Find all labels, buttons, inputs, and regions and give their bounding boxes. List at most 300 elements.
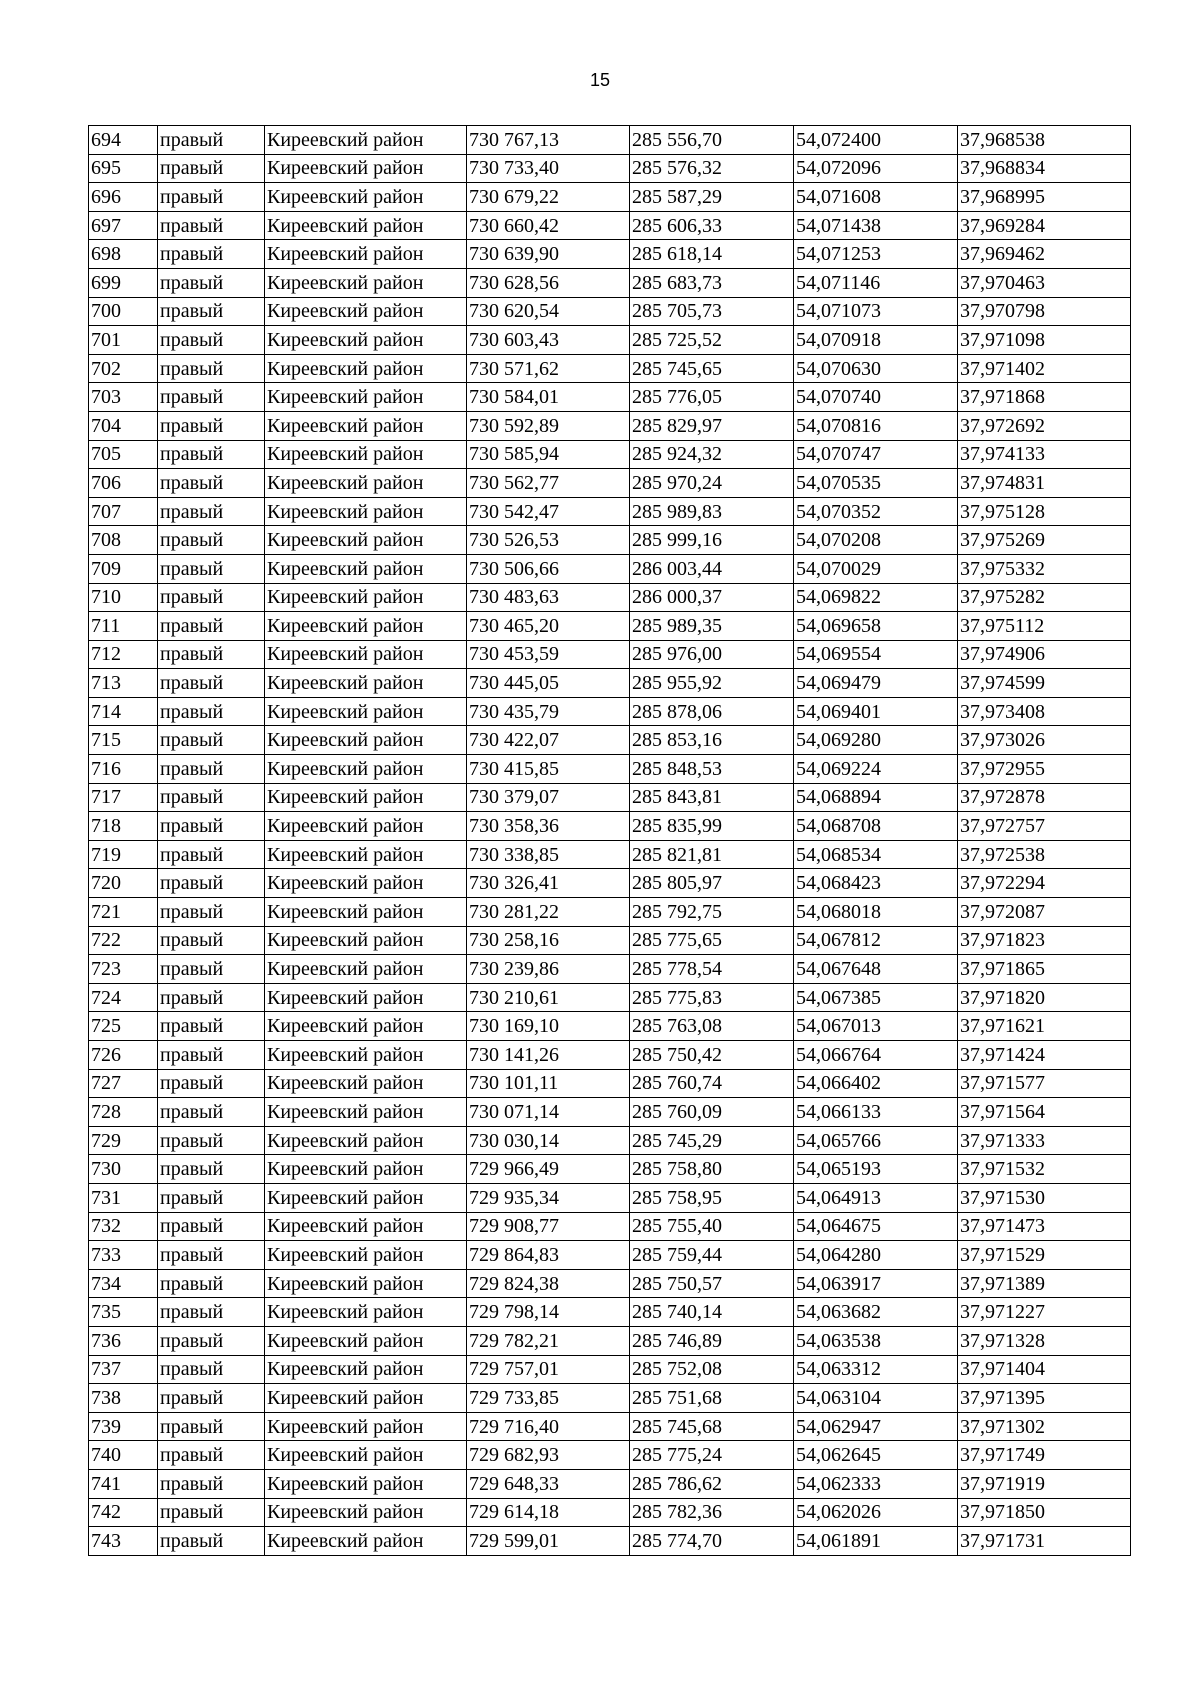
latitude-cell: 54,069658	[794, 612, 958, 641]
longitude-cell: 37,970798	[958, 297, 1131, 326]
coord-x-cell: 730 258,16	[467, 926, 630, 955]
coord-y-cell: 285 976,00	[630, 640, 794, 669]
latitude-cell: 54,070747	[794, 440, 958, 469]
longitude-cell: 37,968538	[958, 126, 1131, 155]
longitude-cell: 37,971227	[958, 1298, 1131, 1327]
district-cell: Киреевский район	[265, 983, 467, 1012]
table-row	[89, 297, 1131, 326]
latitude-cell: 54,068894	[794, 783, 958, 812]
coord-y-cell: 285 792,75	[630, 898, 794, 927]
bank-side-cell: правый	[158, 1126, 265, 1155]
latitude-cell: 54,070208	[794, 526, 958, 555]
bank-side-cell: правый	[158, 1069, 265, 1098]
district-cell: Киреевский район	[265, 526, 467, 555]
bank-side-cell: правый	[158, 469, 265, 498]
longitude-cell: 37,972087	[958, 898, 1131, 927]
coord-x-cell: 730 526,53	[467, 526, 630, 555]
latitude-cell: 54,066764	[794, 1041, 958, 1070]
district-cell: Киреевский район	[265, 1384, 467, 1413]
table-row	[89, 898, 1131, 927]
coord-x-cell: 730 660,42	[467, 211, 630, 240]
point-number-cell: 722	[89, 926, 158, 955]
district-cell: Киреевский район	[265, 383, 467, 412]
coord-x-cell: 730 584,01	[467, 383, 630, 412]
table-row	[89, 1527, 1131, 1556]
table-row	[89, 1041, 1131, 1070]
district-cell: Киреевский район	[265, 1326, 467, 1355]
district-cell: Киреевский район	[265, 783, 467, 812]
latitude-cell: 54,071608	[794, 183, 958, 212]
longitude-cell: 37,975128	[958, 497, 1131, 526]
latitude-cell: 54,064913	[794, 1183, 958, 1212]
coord-y-cell: 285 853,16	[630, 726, 794, 755]
point-number-cell: 740	[89, 1441, 158, 1470]
table-row	[89, 869, 1131, 898]
district-cell: Киреевский район	[265, 469, 467, 498]
coord-y-cell: 285 848,53	[630, 755, 794, 784]
coord-x-cell: 730 071,14	[467, 1098, 630, 1127]
coord-y-cell: 286 000,37	[630, 583, 794, 612]
bank-side-cell: правый	[158, 526, 265, 555]
coord-y-cell: 285 683,73	[630, 268, 794, 297]
coord-x-cell: 730 465,20	[467, 612, 630, 641]
point-number-cell: 720	[89, 869, 158, 898]
latitude-cell: 54,068423	[794, 869, 958, 898]
point-number-cell: 728	[89, 1098, 158, 1127]
point-number-cell: 700	[89, 297, 158, 326]
table-row	[89, 183, 1131, 212]
coord-x-cell: 729 798,14	[467, 1298, 630, 1327]
coord-x-cell: 730 141,26	[467, 1041, 630, 1070]
point-number-cell: 706	[89, 469, 158, 498]
point-number-cell: 731	[89, 1183, 158, 1212]
longitude-cell: 37,971389	[958, 1269, 1131, 1298]
latitude-cell: 54,067648	[794, 955, 958, 984]
bank-side-cell: правый	[158, 554, 265, 583]
bank-side-cell: правый	[158, 840, 265, 869]
latitude-cell: 54,072400	[794, 126, 958, 155]
point-number-cell: 721	[89, 898, 158, 927]
district-cell: Киреевский район	[265, 1498, 467, 1527]
bank-side-cell: правый	[158, 497, 265, 526]
point-number-cell: 717	[89, 783, 158, 812]
point-number-cell: 743	[89, 1527, 158, 1556]
coord-y-cell: 285 750,57	[630, 1269, 794, 1298]
longitude-cell: 37,968995	[958, 183, 1131, 212]
latitude-cell: 54,068708	[794, 812, 958, 841]
coord-y-cell: 285 705,73	[630, 297, 794, 326]
point-number-cell: 712	[89, 640, 158, 669]
latitude-cell: 54,069401	[794, 697, 958, 726]
longitude-cell: 37,971749	[958, 1441, 1131, 1470]
district-cell: Киреевский район	[265, 669, 467, 698]
coord-y-cell: 285 774,70	[630, 1527, 794, 1556]
coord-y-cell: 285 775,65	[630, 926, 794, 955]
district-cell: Киреевский район	[265, 926, 467, 955]
coord-y-cell: 285 775,24	[630, 1441, 794, 1470]
longitude-cell: 37,973026	[958, 726, 1131, 755]
point-number-cell: 709	[89, 554, 158, 583]
longitude-cell: 37,973408	[958, 697, 1131, 726]
table-row	[89, 926, 1131, 955]
point-number-cell: 719	[89, 840, 158, 869]
coord-y-cell: 285 556,70	[630, 126, 794, 155]
bank-side-cell: правый	[158, 326, 265, 355]
coord-x-cell: 730 562,77	[467, 469, 630, 498]
longitude-cell: 37,972878	[958, 783, 1131, 812]
bank-side-cell: правый	[158, 383, 265, 412]
table-row	[89, 326, 1131, 355]
coord-x-cell: 729 824,38	[467, 1269, 630, 1298]
latitude-cell: 54,071253	[794, 240, 958, 269]
latitude-cell: 54,061891	[794, 1527, 958, 1556]
coord-x-cell: 730 585,94	[467, 440, 630, 469]
coord-x-cell: 730 767,13	[467, 126, 630, 155]
longitude-cell: 37,968834	[958, 154, 1131, 183]
coord-x-cell: 730 281,22	[467, 898, 630, 927]
point-number-cell: 730	[89, 1155, 158, 1184]
table-row	[89, 1326, 1131, 1355]
coord-x-cell: 730 571,62	[467, 354, 630, 383]
coord-x-cell: 730 030,14	[467, 1126, 630, 1155]
point-number-cell: 723	[89, 955, 158, 984]
bank-side-cell: правый	[158, 583, 265, 612]
longitude-cell: 37,971577	[958, 1069, 1131, 1098]
coord-y-cell: 285 745,29	[630, 1126, 794, 1155]
bank-side-cell: правый	[158, 1041, 265, 1070]
coord-y-cell: 285 755,40	[630, 1212, 794, 1241]
longitude-cell: 37,971402	[958, 354, 1131, 383]
coord-x-cell: 730 169,10	[467, 1012, 630, 1041]
coord-y-cell: 285 759,44	[630, 1241, 794, 1270]
longitude-cell: 37,971820	[958, 983, 1131, 1012]
coord-y-cell: 285 924,32	[630, 440, 794, 469]
longitude-cell: 37,975269	[958, 526, 1131, 555]
point-number-cell: 738	[89, 1384, 158, 1413]
district-cell: Киреевский район	[265, 1126, 467, 1155]
point-number-cell: 701	[89, 326, 158, 355]
coord-y-cell: 285 835,99	[630, 812, 794, 841]
coord-y-cell: 285 760,74	[630, 1069, 794, 1098]
district-cell: Киреевский район	[265, 840, 467, 869]
table-row	[89, 1412, 1131, 1441]
bank-side-cell: правый	[158, 926, 265, 955]
bank-side-cell: правый	[158, 812, 265, 841]
table-row	[89, 469, 1131, 498]
district-cell: Киреевский район	[265, 183, 467, 212]
district-cell: Киреевский район	[265, 1012, 467, 1041]
coord-x-cell: 729 614,18	[467, 1498, 630, 1527]
bank-side-cell: правый	[158, 1269, 265, 1298]
coord-x-cell: 729 648,33	[467, 1469, 630, 1498]
coord-x-cell: 730 506,66	[467, 554, 630, 583]
district-cell: Киреевский район	[265, 1298, 467, 1327]
longitude-cell: 37,971532	[958, 1155, 1131, 1184]
table-body	[89, 126, 1131, 1556]
latitude-cell: 54,067812	[794, 926, 958, 955]
longitude-cell: 37,972294	[958, 869, 1131, 898]
table-row	[89, 354, 1131, 383]
coord-x-cell: 730 639,90	[467, 240, 630, 269]
bank-side-cell: правый	[158, 1098, 265, 1127]
bank-side-cell: правый	[158, 1155, 265, 1184]
longitude-cell: 37,971868	[958, 383, 1131, 412]
coord-x-cell: 730 603,43	[467, 326, 630, 355]
latitude-cell: 54,070816	[794, 411, 958, 440]
longitude-cell: 37,971865	[958, 955, 1131, 984]
coord-y-cell: 285 760,09	[630, 1098, 794, 1127]
bank-side-cell: правый	[158, 669, 265, 698]
coord-y-cell: 285 805,97	[630, 869, 794, 898]
district-cell: Киреевский район	[265, 554, 467, 583]
table-row	[89, 554, 1131, 583]
longitude-cell: 37,971404	[958, 1355, 1131, 1384]
latitude-cell: 54,064675	[794, 1212, 958, 1241]
table-row	[89, 440, 1131, 469]
point-number-cell: 711	[89, 612, 158, 641]
bank-side-cell: правый	[158, 1355, 265, 1384]
longitude-cell: 37,971919	[958, 1469, 1131, 1498]
district-cell: Киреевский район	[265, 268, 467, 297]
point-number-cell: 707	[89, 497, 158, 526]
bank-side-cell: правый	[158, 1241, 265, 1270]
coord-x-cell: 729 733,85	[467, 1384, 630, 1413]
table-row	[89, 268, 1131, 297]
latitude-cell: 54,066133	[794, 1098, 958, 1127]
district-cell: Киреевский район	[265, 1527, 467, 1556]
coord-y-cell: 285 778,54	[630, 955, 794, 984]
coord-y-cell: 285 745,68	[630, 1412, 794, 1441]
coord-y-cell: 285 843,81	[630, 783, 794, 812]
district-cell: Киреевский район	[265, 955, 467, 984]
district-cell: Киреевский район	[265, 1155, 467, 1184]
bank-side-cell: правый	[158, 869, 265, 898]
point-number-cell: 699	[89, 268, 158, 297]
table-row	[89, 1355, 1131, 1384]
district-cell: Киреевский район	[265, 497, 467, 526]
coord-y-cell: 285 878,06	[630, 697, 794, 726]
bank-side-cell: правый	[158, 354, 265, 383]
bank-side-cell: правый	[158, 1384, 265, 1413]
latitude-cell: 54,071438	[794, 211, 958, 240]
longitude-cell: 37,971098	[958, 326, 1131, 355]
bank-side-cell: правый	[158, 1469, 265, 1498]
table-row	[89, 126, 1131, 155]
latitude-cell: 54,072096	[794, 154, 958, 183]
latitude-cell: 54,063538	[794, 1326, 958, 1355]
table-row	[89, 726, 1131, 755]
district-cell: Киреевский район	[265, 1412, 467, 1441]
coord-x-cell: 730 379,07	[467, 783, 630, 812]
coord-x-cell: 729 716,40	[467, 1412, 630, 1441]
latitude-cell: 54,069224	[794, 755, 958, 784]
district-cell: Киреевский район	[265, 297, 467, 326]
latitude-cell: 54,070740	[794, 383, 958, 412]
latitude-cell: 54,063682	[794, 1298, 958, 1327]
longitude-cell: 37,971333	[958, 1126, 1131, 1155]
point-number-cell: 737	[89, 1355, 158, 1384]
coord-y-cell: 285 782,36	[630, 1498, 794, 1527]
coord-y-cell: 285 750,42	[630, 1041, 794, 1070]
longitude-cell: 37,971530	[958, 1183, 1131, 1212]
latitude-cell: 54,067013	[794, 1012, 958, 1041]
district-cell: Киреевский район	[265, 354, 467, 383]
point-number-cell: 708	[89, 526, 158, 555]
point-number-cell: 694	[89, 126, 158, 155]
table-row	[89, 1441, 1131, 1470]
latitude-cell: 54,063917	[794, 1269, 958, 1298]
bank-side-cell: правый	[158, 268, 265, 297]
district-cell: Киреевский район	[265, 1183, 467, 1212]
coord-x-cell: 729 935,34	[467, 1183, 630, 1212]
point-number-cell: 715	[89, 726, 158, 755]
longitude-cell: 37,971328	[958, 1326, 1131, 1355]
coord-y-cell: 285 587,29	[630, 183, 794, 212]
district-cell: Киреевский район	[265, 1212, 467, 1241]
longitude-cell: 37,971302	[958, 1412, 1131, 1441]
latitude-cell: 54,068018	[794, 898, 958, 927]
district-cell: Киреевский район	[265, 1041, 467, 1070]
coord-x-cell: 729 908,77	[467, 1212, 630, 1241]
table-row	[89, 1469, 1131, 1498]
coord-y-cell: 285 606,33	[630, 211, 794, 240]
table-row	[89, 1384, 1131, 1413]
bank-side-cell: правый	[158, 240, 265, 269]
latitude-cell: 54,064280	[794, 1241, 958, 1270]
latitude-cell: 54,071146	[794, 268, 958, 297]
table-row	[89, 1012, 1131, 1041]
bank-side-cell: правый	[158, 1326, 265, 1355]
longitude-cell: 37,971424	[958, 1041, 1131, 1070]
table-row	[89, 211, 1131, 240]
district-cell: Киреевский район	[265, 1269, 467, 1298]
district-cell: Киреевский район	[265, 154, 467, 183]
table-row	[89, 669, 1131, 698]
coord-y-cell: 285 618,14	[630, 240, 794, 269]
table-row	[89, 1269, 1131, 1298]
district-cell: Киреевский район	[265, 812, 467, 841]
bank-side-cell: правый	[158, 726, 265, 755]
coord-x-cell: 730 358,36	[467, 812, 630, 841]
longitude-cell: 37,975112	[958, 612, 1131, 641]
point-number-cell: 724	[89, 983, 158, 1012]
longitude-cell: 37,969462	[958, 240, 1131, 269]
longitude-cell: 37,969284	[958, 211, 1131, 240]
point-number-cell: 710	[89, 583, 158, 612]
bank-side-cell: правый	[158, 183, 265, 212]
coord-y-cell: 285 786,62	[630, 1469, 794, 1498]
bank-side-cell: правый	[158, 955, 265, 984]
latitude-cell: 54,062947	[794, 1412, 958, 1441]
district-cell: Киреевский район	[265, 1241, 467, 1270]
table-row	[89, 1155, 1131, 1184]
coord-x-cell: 730 483,63	[467, 583, 630, 612]
district-cell: Киреевский район	[265, 640, 467, 669]
bank-side-cell: правый	[158, 612, 265, 641]
coord-x-cell: 730 210,61	[467, 983, 630, 1012]
coord-x-cell: 729 757,01	[467, 1355, 630, 1384]
district-cell: Киреевский район	[265, 755, 467, 784]
coord-x-cell: 730 620,54	[467, 297, 630, 326]
latitude-cell: 54,069822	[794, 583, 958, 612]
coord-y-cell: 285 751,68	[630, 1384, 794, 1413]
coord-x-cell: 730 422,07	[467, 726, 630, 755]
point-number-cell: 729	[89, 1126, 158, 1155]
table-row	[89, 240, 1131, 269]
longitude-cell: 37,972692	[958, 411, 1131, 440]
coord-y-cell: 285 776,05	[630, 383, 794, 412]
district-cell: Киреевский район	[265, 583, 467, 612]
coord-y-cell: 285 740,14	[630, 1298, 794, 1327]
coord-x-cell: 730 326,41	[467, 869, 630, 898]
longitude-cell: 37,971564	[958, 1098, 1131, 1127]
bank-side-cell: правый	[158, 154, 265, 183]
table-row	[89, 526, 1131, 555]
latitude-cell: 54,069479	[794, 669, 958, 698]
point-number-cell: 696	[89, 183, 158, 212]
bank-side-cell: правый	[158, 1498, 265, 1527]
bank-side-cell: правый	[158, 1441, 265, 1470]
latitude-cell: 54,068534	[794, 840, 958, 869]
bank-side-cell: правый	[158, 1183, 265, 1212]
longitude-cell: 37,971850	[958, 1498, 1131, 1527]
district-cell: Киреевский район	[265, 211, 467, 240]
table-row	[89, 812, 1131, 841]
coord-y-cell: 285 725,52	[630, 326, 794, 355]
longitude-cell: 37,974906	[958, 640, 1131, 669]
district-cell: Киреевский район	[265, 411, 467, 440]
table-row	[89, 583, 1131, 612]
longitude-cell: 37,972757	[958, 812, 1131, 841]
bank-side-cell: правый	[158, 440, 265, 469]
bank-side-cell: правый	[158, 983, 265, 1012]
table-row	[89, 383, 1131, 412]
longitude-cell: 37,974599	[958, 669, 1131, 698]
coord-x-cell: 730 542,47	[467, 497, 630, 526]
latitude-cell: 54,063104	[794, 1384, 958, 1413]
longitude-cell: 37,972538	[958, 840, 1131, 869]
point-number-cell: 741	[89, 1469, 158, 1498]
table-row	[89, 697, 1131, 726]
bank-side-cell: правый	[158, 1412, 265, 1441]
district-cell: Киреевский район	[265, 1469, 467, 1498]
district-cell: Киреевский район	[265, 612, 467, 641]
coord-y-cell: 285 821,81	[630, 840, 794, 869]
district-cell: Киреевский район	[265, 326, 467, 355]
longitude-cell: 37,974831	[958, 469, 1131, 498]
bank-side-cell: правый	[158, 755, 265, 784]
coord-y-cell: 285 745,65	[630, 354, 794, 383]
longitude-cell: 37,971395	[958, 1384, 1131, 1413]
coord-y-cell: 286 003,44	[630, 554, 794, 583]
point-number-cell: 718	[89, 812, 158, 841]
coord-x-cell: 730 435,79	[467, 697, 630, 726]
district-cell: Киреевский район	[265, 1355, 467, 1384]
district-cell: Киреевский район	[265, 1441, 467, 1470]
latitude-cell: 54,062333	[794, 1469, 958, 1498]
table-row	[89, 983, 1131, 1012]
table-row	[89, 840, 1131, 869]
coord-y-cell: 285 746,89	[630, 1326, 794, 1355]
latitude-cell: 54,070029	[794, 554, 958, 583]
bank-side-cell: правый	[158, 1012, 265, 1041]
coord-x-cell: 729 782,21	[467, 1326, 630, 1355]
latitude-cell: 54,063312	[794, 1355, 958, 1384]
table-row	[89, 1069, 1131, 1098]
coord-x-cell: 730 592,89	[467, 411, 630, 440]
district-cell: Киреевский район	[265, 697, 467, 726]
point-number-cell: 742	[89, 1498, 158, 1527]
